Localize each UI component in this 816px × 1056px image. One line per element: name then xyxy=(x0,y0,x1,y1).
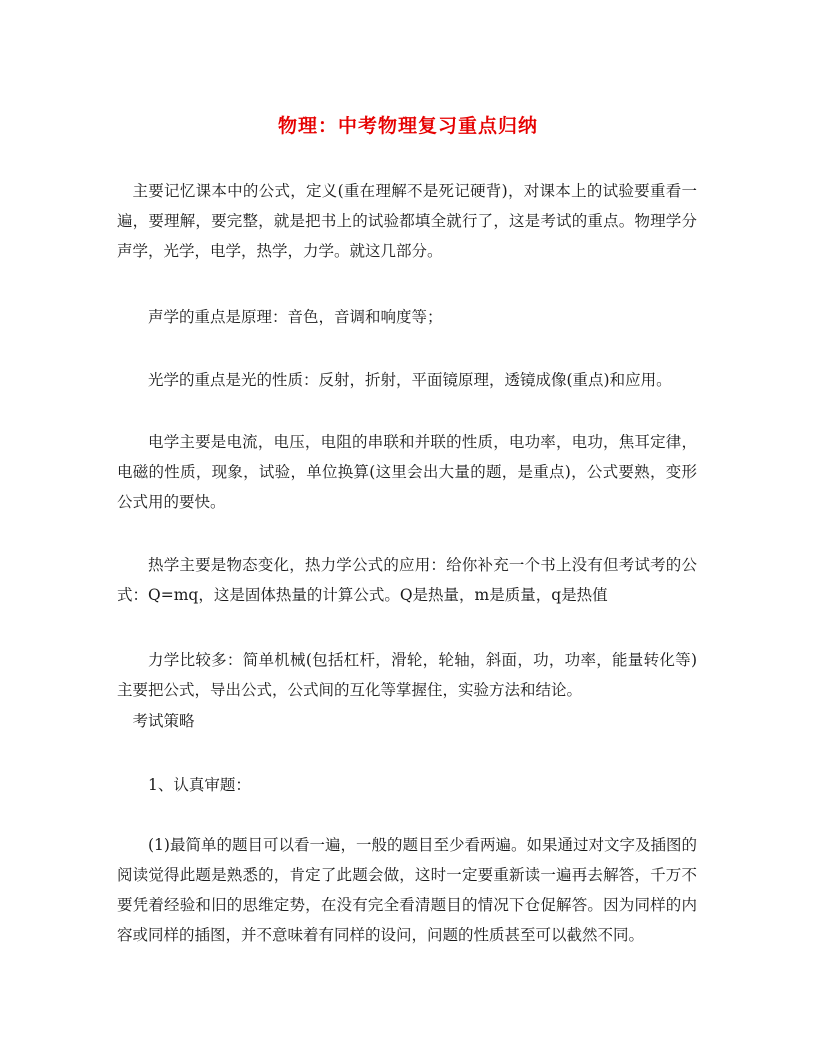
subheading-read-carefully: 1、认真审题： xyxy=(148,776,251,794)
paragraph-electricity: 电学主要是电流，电压，电阻的串联和并联的性质，电功率，电功，焦耳定律，电磁的性质，现象，试验，单位换算(这里会出大量的题，是重点)，公式要熟，变形公式用的要快。 xyxy=(117,433,697,511)
paragraph-intro: 主要记忆课本中的公式，定义(重在理解不是死记硬背)，对课本上的试验要重看一遍，要理解，要完整，就是把书上的试验都填全就行了，这是考试的重点。物理学分声学，光学，电学，热学，力学。就这几部分。 xyxy=(117,182,697,260)
paragraph-heat: 热学主要是物态变化，热力学公式的应用：给你补充一个书上没有但考试考的公式：Q=mq，这是固体热量的计算公式。Q是热量，m是质量，q是热值 xyxy=(117,556,697,604)
paragraph-mechanics: 力学比较多：简单机械(包括杠杆，滑轮，轮轴，斜面，功，功率，能量转化等)主要把公式，导出公式，公式间的互化等掌握住，实验方法和结论。 xyxy=(117,651,697,699)
document-title: 物理：中考物理复习重点归纳 xyxy=(277,115,538,137)
section-heading-exam-strategy: 考试策略 xyxy=(132,712,195,730)
paragraph-acoustics: 声学的重点是原理：音色，音调和响度等； xyxy=(148,308,443,326)
paragraph-optics: 光学的重点是光的性质：反射，折射，平面镜原理，透镜成像(重点)和应用。 xyxy=(148,371,672,389)
paragraph-read-carefully-1: (1)最简单的题目可以看一遍，一般的题目至少看两遍。如果通过对文字及插图的阅读觉得此题是熟悉的，肯定了此题会做，这时一定要重新读一遍再去解答，千万不要凭着经验和旧的思维定势，在没有完全看清题目的情况下仓促解答。因为同样的内容或同样的插图，并不意味着有同样的设问，问题的性质甚至可以截然不同。 xyxy=(117,836,697,944)
